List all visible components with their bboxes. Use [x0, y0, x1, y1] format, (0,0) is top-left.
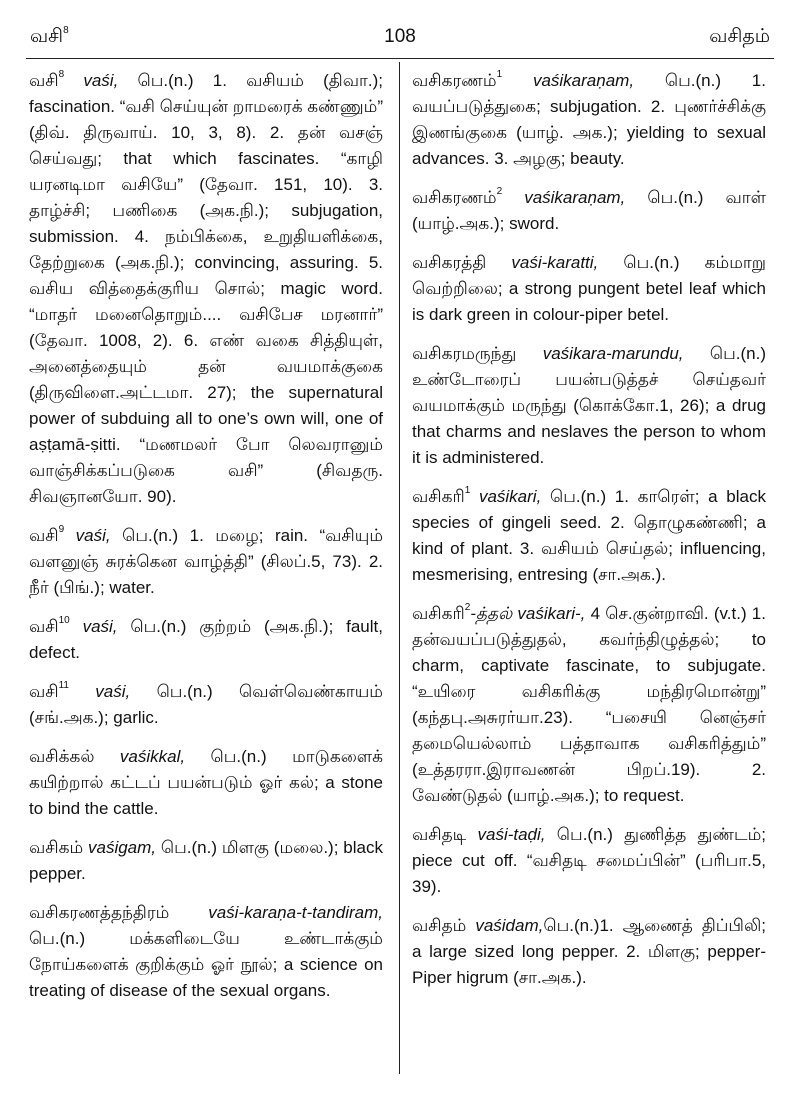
headword: வசிகரி	[412, 604, 465, 623]
page-header	[0, 0, 800, 60]
definition: 4 செ.குன்றாவி. (v.t.) 1. தன்வயப்படுத்துதல், கவர்ந்திழுத்தல்; to charm, captivate fascinate, to subjugate. “உயிரை வசிகரிக்கு மந்திரமொன்று” (கந்தபு.அசுரர்யா.23). “பசையி னெஞ்சர் தமையெல்லாம் பத்தாவாக வசிகரித்தும்” (உத்தரரா.இராவணன் பிறப்.19). 2. வேண்டுதல் (யாழ்.அக.); to request.	[412, 604, 766, 805]
running-head-left-word: வசி	[30, 26, 64, 47]
transliteration: -த்தல் vaśikari-,	[470, 604, 586, 623]
headword: வசிக்கல்	[29, 747, 95, 766]
transliteration: vaśi,	[95, 682, 131, 701]
definition: பெ.(n.) வாள் (யாழ்.அக.); sword.	[412, 188, 766, 233]
homograph-number: 9	[58, 524, 65, 536]
definition: பெ.(n.)1. ஆணைத் திப்பிலி; a large sized long pepper. 2. மிளகு; pepper-Piper higrum (சா.அக.).	[412, 916, 766, 987]
transliteration: vaśi,	[83, 71, 119, 90]
definition: பெ.(n.) 1. வயப்படுத்துகை; subjugation. 2. புணர்ச்சிக்கு இணங்குகை (யாழ். அக.); yielding to sexual advances. 3. அழகு; beauty.	[412, 71, 766, 168]
headword: வசி	[29, 526, 59, 545]
transliteration: vaśidam,	[475, 916, 544, 935]
definition: பெ.(n.) துணித்த துண்டம்; piece cut off. “வசிதடி சமைப்பின்” (பரிபா.5, 39).	[412, 825, 766, 896]
definition: பெ.(n.) குற்றம் (அக.நி.); fault, defect.	[29, 617, 383, 662]
headword: வசிதடி	[412, 825, 467, 844]
transliteration: vaśigam,	[88, 838, 157, 857]
dictionary-entry	[412, 484, 766, 588]
dictionary-entry	[412, 185, 766, 237]
headword: வசிகரத்தி	[412, 253, 487, 272]
header-rule	[26, 58, 774, 59]
page-number: 108	[384, 26, 416, 47]
left-column	[29, 68, 383, 1017]
transliteration: vaśikaraṇam,	[532, 71, 635, 90]
dictionary-entry	[29, 744, 383, 822]
dictionary-entry	[29, 679, 383, 731]
definition: பெ.(n.) கம்மாறு வெற்றிலை; a strong pungent betel leaf which is dark green in colour-piper betel.	[412, 253, 766, 324]
definition: பெ.(n.) மக்களிடையே உண்டாக்கும் நோய்களைக் குறிக்கும் ஓர் நூல்; a science on treating of disease of the sexual organs.	[29, 929, 383, 1000]
headword: வசிகம்	[29, 838, 84, 857]
running-head-left-sup: 8	[63, 24, 69, 36]
homograph-number: 1	[496, 69, 503, 81]
definition: பெ.(n.) வெள்வெண்காயம் (சங்.அக.); garlic.	[29, 682, 383, 727]
definition: பெ.(n.) 1. மழை; rain. “வசியும் வளனுஞ் சுரக்கென வாழ்த்தி” (சிலப்.5, 73). 2. நீர் (பிங்.); water.	[29, 526, 383, 597]
dictionary-entry	[412, 913, 766, 991]
headword: வசி	[29, 682, 59, 701]
headword: வசிகரணம்	[412, 71, 497, 90]
definition: பெ.(n.) உண்டோரைப் பயன்படுத்தச் செய்தவர் வயமாக்கும் மருந்து (கொக்கோ.1, 26); a drug that charms and neslaves the person to whom it is administered.	[412, 344, 766, 467]
dictionary-entry	[29, 900, 383, 1004]
dictionary-entry	[412, 822, 766, 900]
dictionary-entry	[29, 835, 383, 887]
homograph-number: 11	[58, 680, 69, 692]
headword: வசிதம்	[412, 916, 467, 935]
transliteration: vaśi,	[75, 526, 111, 545]
headword: வசி	[29, 617, 59, 636]
dictionary-entry	[412, 601, 766, 809]
dictionary-entry	[29, 614, 383, 666]
transliteration: vaśi-karaṇa-t-tandiram,	[208, 903, 383, 922]
headword: வசிகரணம்	[412, 188, 497, 207]
transliteration: vaśi-taḍi,	[477, 825, 546, 844]
running-head-right: வசிதம்	[709, 26, 770, 47]
transliteration: vaśi-karatti,	[511, 253, 599, 272]
headword: வசிகரமருந்து	[412, 344, 517, 363]
transliteration: vaśi,	[82, 617, 118, 636]
dictionary-entry	[29, 68, 383, 510]
definition: பெ.(n.) மிளகு (மலை.); black pepper.	[29, 838, 383, 883]
dictionary-entry	[412, 341, 766, 471]
headword: வசிகரி	[412, 487, 465, 506]
dictionary-entry	[412, 68, 766, 172]
right-column	[412, 68, 766, 1004]
homograph-number: 1	[464, 485, 471, 497]
dictionary-entry	[29, 523, 383, 601]
homograph-number: 2	[464, 602, 471, 614]
homograph-number: 8	[58, 69, 65, 81]
headword: வசி	[29, 71, 59, 90]
transliteration: vaśikaraṇam,	[524, 188, 626, 207]
homograph-number: 2	[496, 186, 503, 198]
column-divider	[399, 62, 400, 1074]
definition: பெ.(n.) மாடுகளைக் கயிற்றால் கட்டப் பயன்படும் ஓர் கல்; a stone to bind the cattle.	[29, 747, 383, 818]
transliteration: vaśikkal,	[119, 747, 186, 766]
headword: வசிகரணத்தந்திரம்	[29, 903, 170, 922]
definition: பெ.(n.) 1. வசியம் (திவா.); fascination. “வசி செய்யுன் றாமரைக் கண்ணும்” (திவ். திருவாய். 10, 3, 8). 2. தன் வசஞ் செய்வது; that which fascinates. “காழி யரனடிமா வசியே” (தேவா. 151, 10). 3. தாழ்ச்சி; பணிகை (அக.நி.); subjugation, submission. 4. நம்பிக்கை, உறுதியளிக்கை, தேற்றுகை (அக.நி.); convincing, assuring. 5. வசிய வித்தைக்குரிய சொல்; magic word. “மாதர் மனைதொறும்.... வசிபேச மரனார்” (தேவா. 1008, 2). 6. எண் வகை சித்தியுள், அனைத்தையும் தன் வயமாக்குகை (திருவிளை.அட்டமா. 27); the supernatural power of subduing all to one’s own will, one of aṣṭamā-ṣitti. “மணமலர் போ லெவரானும் வாஞ்சிக்கப்படுகை வசி” (சிவதரு. சிவஞானயோ. 90).	[29, 71, 383, 506]
transliteration: vaśikari,	[478, 487, 542, 506]
transliteration: vaśikara-marundu,	[542, 344, 684, 363]
dictionary-entry	[412, 250, 766, 328]
definition: பெ.(n.) 1. காரெள்; a black species of gingeli seed. 2. தொழுகண்ணி; a kind of plant. 3. வசியம் செய்தல்; influencing, mesmerising, entresing (சா.அக.).	[412, 487, 766, 584]
homograph-number: 10	[58, 615, 70, 627]
